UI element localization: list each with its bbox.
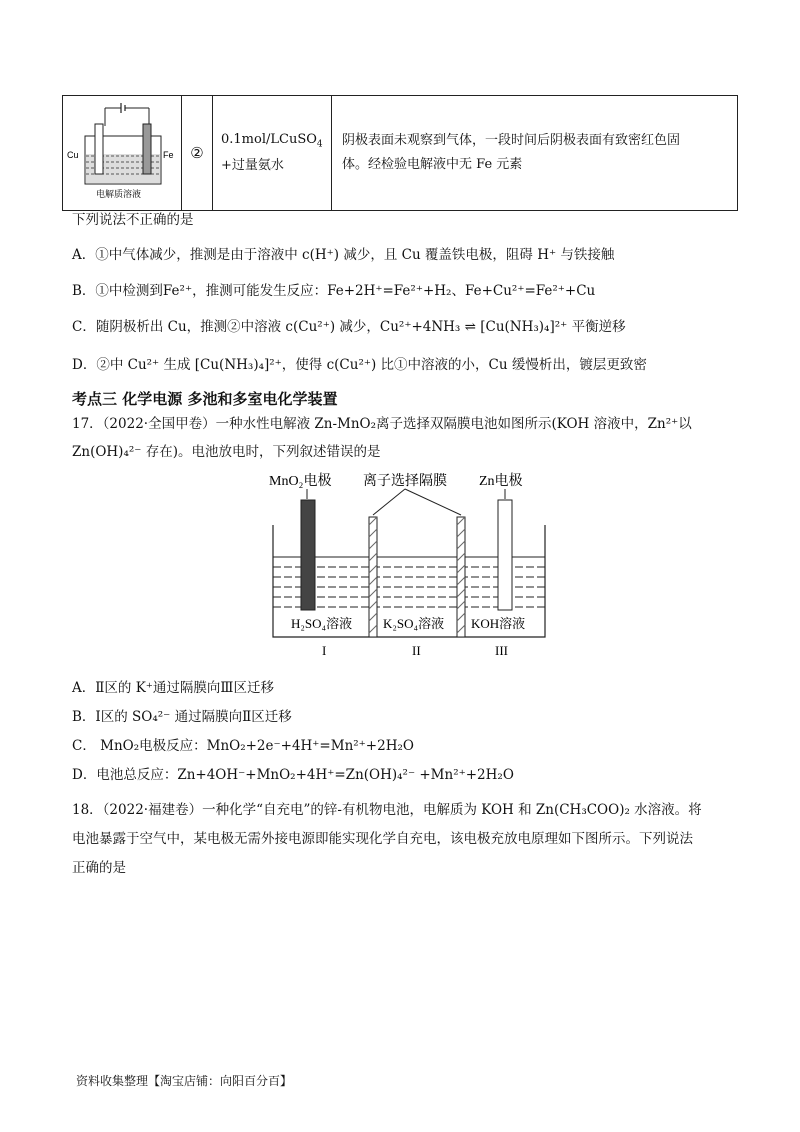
- zone2-solution: K₂SO₄溶液: [383, 616, 445, 631]
- table-row: [63, 96, 738, 211]
- option-16-c: C．随阴极析出 Cu，推测②中溶液 c(Cu²⁺) 减少，Cu²⁺+4NH₃ ⇌ [Cu(NH₃)₄]²⁺ 平衡逆移: [72, 319, 626, 335]
- electrolysis-cell-diagram: [63, 96, 181, 206]
- electrolyte-label: 电解质溶液: [96, 189, 142, 199]
- option-17-d: D．电池总反应：Zn+4OH⁻+MnO₂+4H⁺=Zn(OH)₄²⁻ +Mn²⁺+2H₂O: [72, 767, 514, 783]
- q18-line1: 18．（2022·福建卷）一种化学“自充电”的锌-有机物电池，电解质为 KOH 和 Zn(CH₃COO)₂ 水溶液。将: [72, 802, 702, 818]
- q17-line2: Zn(OH)₄²⁻ 存在)。电池放电时，下列叙述错误的是: [72, 444, 381, 460]
- phenomenon-line2: 体。经检验电解液中无 Fe 元素: [342, 157, 523, 172]
- cell-diagram-cell: [63, 96, 182, 211]
- option-17-a: A．Ⅱ区的 K⁺通过隔膜向Ⅲ区迁移: [72, 680, 274, 696]
- zone2-label: II: [412, 643, 421, 658]
- experiment-table: [62, 95, 738, 211]
- question-intro: 下列说法不正确的是: [72, 212, 194, 228]
- option-17-c: C． MnO₂电极反应：MnO₂+2e⁻+4H⁺=Mn²⁺+2H₂O: [72, 738, 414, 754]
- footer-text: 资料收集整理【淘宝店铺：向阳百分百】: [76, 1074, 293, 1088]
- experiment-number: ②: [182, 96, 213, 211]
- mno2-electrode-label: MnO₂电极: [269, 474, 332, 489]
- zone1-solution: H₂SO₄溶液: [291, 616, 353, 631]
- q18-line3: 正确的是: [72, 860, 126, 876]
- zone1-label: I: [322, 643, 327, 658]
- section-title: 考点三 化学电源 多池和多室电化学装置: [72, 390, 338, 408]
- solution-line2: +过量氨水: [221, 158, 284, 174]
- option-16-b: B．①中检测到Fe²⁺，推测可能发生反应：Fe+2H⁺=Fe²⁺+H₂、Fe+Cu²⁺=Fe²⁺+Cu: [72, 283, 596, 299]
- cu-label: Cu: [67, 150, 79, 160]
- zone3-solution: KOH溶液: [471, 616, 526, 631]
- solution-sub: 4: [316, 139, 323, 150]
- membrane-label: 离子选择隔膜: [363, 474, 447, 489]
- membrane-right: [457, 517, 465, 637]
- zn-electrode: [498, 500, 512, 610]
- phenomenon-line1: 阴极表面未观察到气体，一段时间后阴极表面有致密红色固: [342, 133, 681, 148]
- solution-line1: 0.1mol/LCuSO: [221, 131, 317, 147]
- option-17-b: B．Ⅰ区的 SO₄²⁻ 通过隔膜向Ⅱ区迁移: [72, 709, 292, 725]
- option-16-a: A．①中气体减少，推测是由于溶液中 c(H⁺) 减少，且 Cu 覆盖铁电极，阻碍 H⁺ 与铁接触: [72, 247, 615, 263]
- zn-electrode-label: Zn电极: [479, 474, 523, 489]
- battery-figure: [255, 465, 555, 665]
- q17-line1: 17．（2022·全国甲卷）一种水性电解液 Zn-MnO₂离子选择双隔膜电池如图所示(KOH 溶液中，Zn²⁺以: [72, 416, 692, 432]
- q18-line2: 电池暴露于空气中，某电极无需外接电源即能实现化学自充电，该电极充放电原理如下图所示。下列说法: [72, 831, 693, 847]
- mno2-electrode: [301, 500, 315, 610]
- solution-cell: [213, 96, 332, 211]
- option-16-d: D．②中 Cu²⁺ 生成 [Cu(NH₃)₄]²⁺，使得 c(Cu²⁺) 比①中溶液的小，Cu 缓慢析出，镀层更致密: [72, 357, 647, 373]
- fe-label: Fe: [163, 150, 174, 160]
- membrane-left: [369, 517, 377, 637]
- phenomenon-cell: [332, 96, 738, 211]
- zone3-label: III: [495, 643, 508, 658]
